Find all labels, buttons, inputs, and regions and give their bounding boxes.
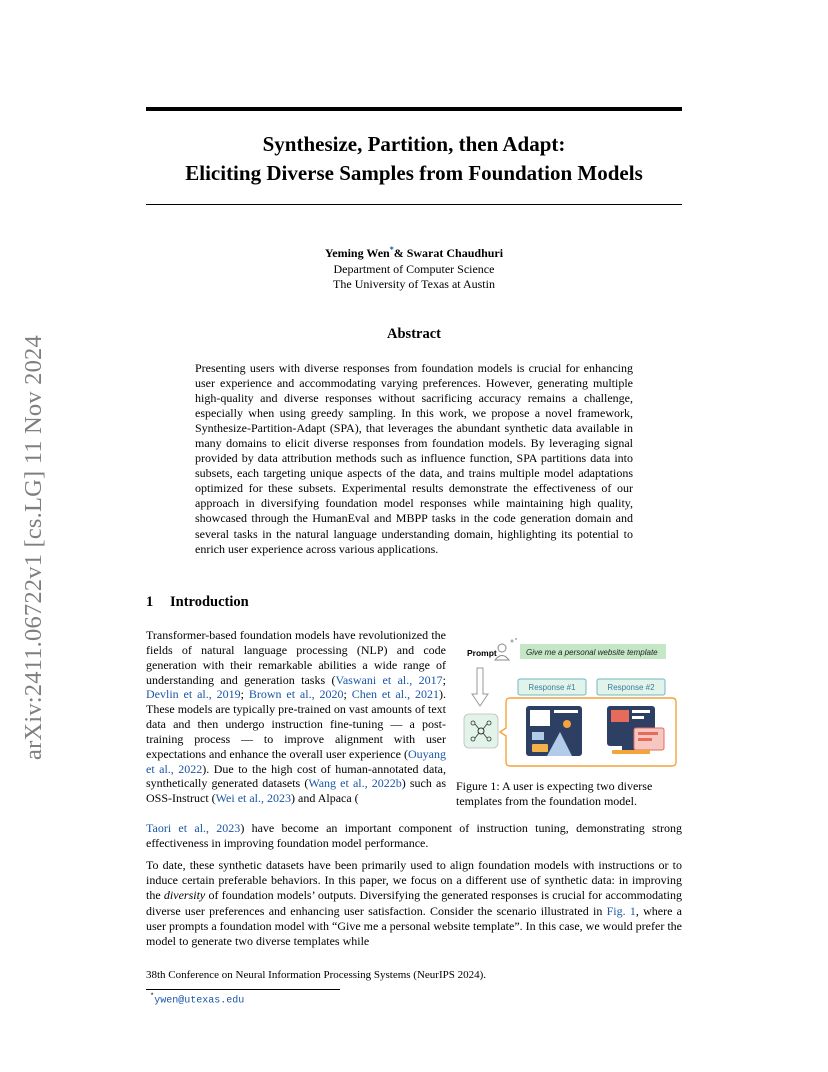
intro-paragraph-2 [146, 858, 682, 949]
university: The University of Texas at Austin [333, 277, 495, 291]
prompt-bubble-text: Give me a personal website template [526, 648, 658, 657]
intro-text: ). Due to the high cost of human-annotated data, synthetically generated datasets ( [146, 761, 447, 791]
footnote-rule [146, 989, 340, 990]
author-block [146, 242, 682, 293]
intro-text: , where a user prompts a foundation model with “Give me a personal website template”. In this case, we would prefer the model to generate two diverse templates while [146, 903, 682, 949]
intro-paragraph-1-continued [146, 821, 682, 851]
arxiv-identifier: arXiv:2411.06722v1 [cs.LG] 11 Nov 2024 [20, 335, 47, 760]
intro-text: ; [343, 687, 352, 702]
intro-text: Transformer-based foundation models have revolutionized the fields of natural language processing (NLP) and code generation with their remarkable abilities a wide range of understanding and generation tasks ( [146, 628, 446, 687]
section-number: 1 [146, 594, 154, 610]
intro-text: ; [442, 672, 447, 687]
citation-link[interactable]: Wang et al., 2022b [308, 776, 402, 791]
title-line-2: Eliciting Diverse Samples from Foundation Models [185, 161, 643, 185]
intro-text: ; [240, 687, 249, 702]
figure-reference-link[interactable]: Fig. 1 [606, 903, 636, 918]
citation-link[interactable]: Wei et al., 2023 [215, 791, 292, 806]
citation-link[interactable]: Chen et al., 2021 [351, 687, 439, 702]
figure-prompt-label: Prompt [467, 648, 497, 658]
intro-paragraph-1 [146, 628, 446, 806]
intro-text: ) such as OSS-Instruct ( [146, 776, 446, 806]
author-names [146, 242, 682, 262]
department: Department of Computer Science [333, 261, 495, 276]
section-title: Introduction [170, 594, 249, 610]
footnote-mark: * [150, 993, 155, 1001]
author-footnote-mark[interactable]: * [389, 245, 394, 254]
title-rule-top [146, 107, 682, 111]
citation-link[interactable]: Ouyang et al., 2022 [146, 746, 446, 776]
section-heading [146, 594, 249, 611]
paper-title [146, 130, 682, 188]
figure-1-illustration [462, 636, 682, 768]
conference-note: 38th Conference on Neural Information Processing Systems (NeurIPS 2024). [146, 969, 487, 981]
title-rule-bottom [146, 204, 682, 205]
figure-1-caption: Figure 1: A user is expecting two diverse templates from the foundation model. [456, 779, 653, 808]
abstract-text: Presenting users with diverse responses from foundation models is crucial for enhancing user experience and accommodating varying preferences. However, generating multiple high-quality and diverse responses without sacrificing accuracy remains a challenge, especially when using greedy sampling. In this work, we propose a novel framework, Synthesize-Partition-Adapt (SPA), that leverages the abundant synthetic data available in many domains to elicit diverse responses from foundation models. By leveraging signal provided by data attribution methods such as influence function, SPA partitions data into subsets, each targeting unique aspects of the data, and trains multiple model adaptations optimized for these subsets. Experimental results demonstrate the effectiveness of our approach in diversifying foundation model responses while maintaining high quality, showcased through the HumanEval and MBPP tasks in the code generation domain and several tasks in the natural language understanding domain, highlighting its potential to enrich user experience across various applications. [195, 361, 633, 556]
intro-text: of foundation models’ outputs. Diversifying the generated responses is crucial for accommodating diverse user preferences and enhancing user satisfaction. Consider the scenario illustrated in [146, 888, 683, 918]
down-arrow-icon [472, 668, 488, 706]
figure-1 [462, 636, 682, 768]
user-icon [495, 638, 517, 660]
citation-link[interactable]: Devlin et al., 2019 [146, 687, 241, 702]
footnote-email [150, 993, 244, 1006]
author-1: Yeming Wen [324, 246, 390, 260]
citation-link[interactable]: Taori et al., 2023 [146, 821, 241, 835]
author-2: & Swarat Chaudhuri [393, 246, 504, 260]
response-1-label: Response #1 [528, 683, 576, 692]
intro-text: ) and Alpaca ( [291, 791, 359, 806]
intro-text: To date, these synthetic datasets have been primarily used to align foundation models with instructions or to induce certain preferable behaviors. In this paper, we focus on a different use of synthetic data: in improving the [146, 858, 682, 903]
abstract-heading: Abstract [387, 326, 441, 342]
neural-network-icon [464, 714, 498, 748]
intro-text: ) have become an important component of instruction tuning, demonstrating strong effectiveness in improving foundation model performance. [146, 821, 683, 850]
emphasis-diversity: diversity [163, 888, 206, 903]
citation-link[interactable]: Vaswani et al., 2017 [335, 672, 443, 687]
citation-link[interactable]: Brown et al., 2020 [248, 687, 344, 702]
title-line-1: Synthesize, Partition, then Adapt: [262, 132, 566, 156]
website-template-1-icon [526, 706, 582, 756]
intro-text: ). These models are typically pre-trained on vast amounts of text data and then undergo instruction fine-tuning — a post-training process — to improve alignment with user expectations and enhance the overall user experience ( [146, 687, 446, 761]
response-2-label: Response #2 [607, 683, 655, 692]
email-link[interactable]: ywen@utexas.edu [154, 995, 245, 1007]
